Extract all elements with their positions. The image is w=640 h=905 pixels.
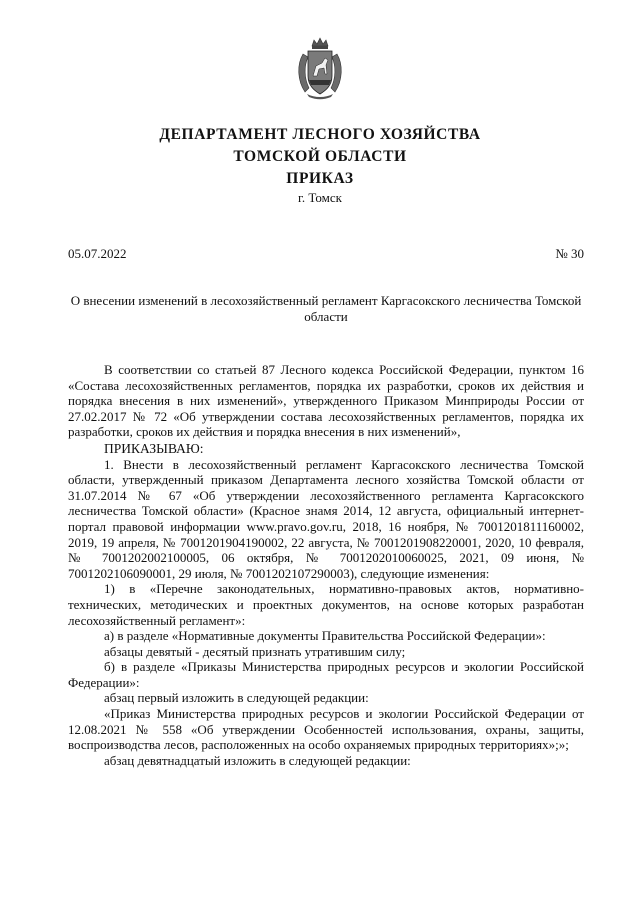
subitem-b-text: абзац первый изложить в следующей редакции: — [104, 690, 369, 706]
preamble-paragraph: В соответствии со статьей 87 Лесного кодекса Российской Федерации, пунктом 16 «Состава лесохозяйственных регламентов, порядка их разработки, сроков их действия и порядка внесения в них изменений», утвержденного Приказом Минприроды России от 27.02.2017 № 72 «Об утверждении состава лесохозяйственных регламентов, порядка их разработки, сроков их действия и порядка внесения в них изменений», — [68, 362, 584, 440]
coat-of-arms-emblem — [295, 36, 345, 100]
department-title-line-2: ТОМСКОЙ ОБЛАСТИ — [233, 148, 407, 165]
order-date: 05.07.2022 — [68, 246, 127, 261]
order-directive: ПРИКАЗЫВАЮ: — [104, 440, 204, 456]
department-title-line-1: ДЕПАРТАМЕНТ ЛЕСНОГО ХОЗЯЙСТВА — [159, 126, 481, 143]
item-1-paragraph: 1. Внести в лесохозяйственный регламент Каргасокского лесничества Томской области, утвержденный приказом Департамента лесного хозяйства Томской области от 31.07.2014 № 67 «Об утверждении лесохозяйственного регламента Каргасокского лесничества Томской области» (Красное знамя 2014, 12 августа, официальный интернет-портал правовой информации www.pravo.gov.ru, 2018, 16 ноября, № 7001201811160002, 2019, 19 апреля, № 7001201904190002, 22 августа, № 7001201908220001, 2020, 10 февраля, № 7001202002100005, 06 октября, № 7001202010060025, 2021, 09 июня, № 7001202106090001, 29 июля, № 7001202107290003), следующие изменения: — [68, 456, 584, 581]
item-1-subitem-1: 1) в «Перечне законодательных, нормативно-правовых актов, нормативно-технических, методических и проектных документов, на основе которых разработан лесохозяйственный регламент»: — [68, 581, 584, 628]
quoted-order-text: «Приказ Министерства природных ресурсов и экологии Российской Федерации от 12.08.2021 № 558 «Об утверждении Особенностей использования, охраны, защиты, воспроизводства лесов, расположенных на особо охраняемых природных территориях»;»; — [68, 706, 584, 753]
paragraph-nineteen-text: абзац девятнадцатый изложить в следующей редакции: — [104, 752, 411, 768]
city-label: г. Томск — [298, 190, 342, 205]
order-number: № 30 — [555, 246, 584, 261]
subitem-a-text: абзацы девятый - десятый признать утратившим силу; — [104, 643, 406, 659]
order-body — [68, 362, 584, 768]
order-subject: О внесении изменений в лесохозяйственный регламент Каргасокского лесничества Томской области — [70, 293, 582, 324]
subitem-a: а) в разделе «Нормативные документы Правительства Российской Федерации»: — [104, 628, 546, 644]
document-type-title: ПРИКАЗ — [286, 170, 354, 187]
subitem-b: б) в разделе «Приказы Министерства природных ресурсов и экологии Российской Федерации»: — [68, 659, 584, 690]
